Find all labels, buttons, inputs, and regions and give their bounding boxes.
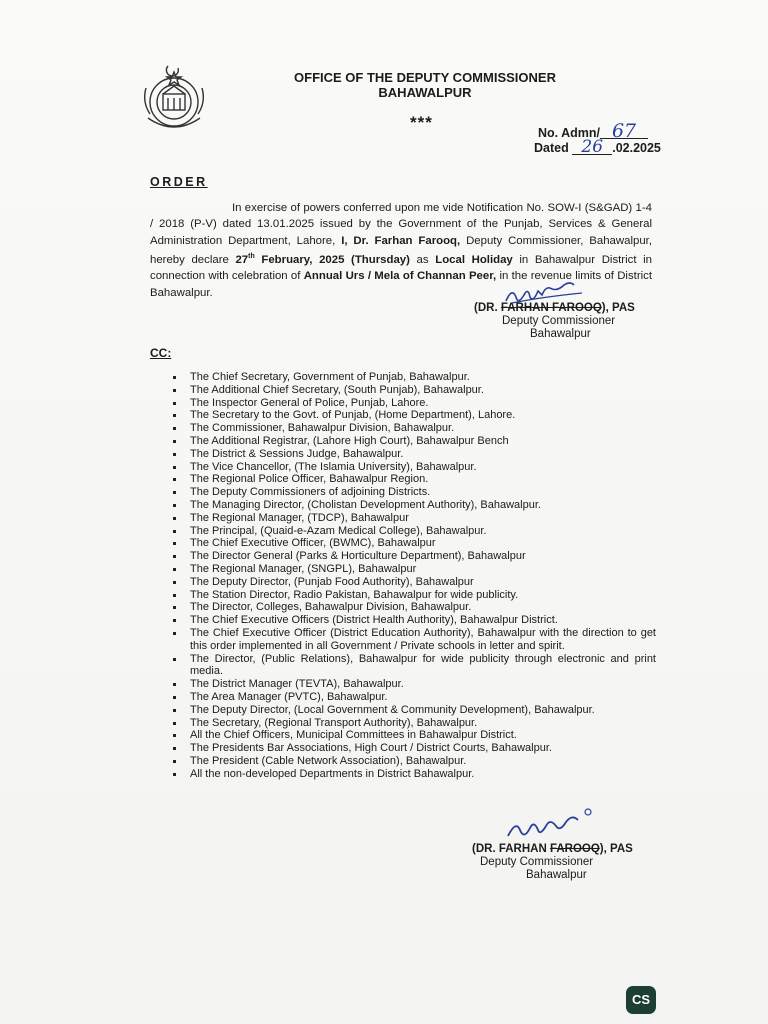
order-date-rest: February, 2025 (Thursday) <box>254 254 410 267</box>
list-item: The Area Manager (PVTC), Bahawalpur. <box>170 691 656 704</box>
dated-day: 26 <box>572 140 612 155</box>
signatory-name-close: ), PAS <box>599 843 633 855</box>
list-item: All the Chief Officers, Municipal Committees in Bahawalpur District. <box>170 729 656 742</box>
list-item: The Station Director, Radio Pakistan, Bahawalpur for wide publicity. <box>170 589 656 602</box>
admin-number-label: No. Admn/ <box>538 126 601 140</box>
dated-rest: .02.2025 <box>612 141 661 155</box>
list-item: The Principal, (Quaid-e-Azam Medical College), Bahawalpur. <box>170 525 656 538</box>
admin-number-value: 67 <box>600 124 648 139</box>
list-item: The Director General (Parks & Horticulture Department), Bahawalpur <box>170 550 656 563</box>
list-item: The District Manager (TEVTA), Bahawalpur. <box>170 678 656 691</box>
list-item: The Inspector General of Police, Punjab, Lahore. <box>170 397 656 410</box>
list-item: The Director, Colleges, Bahawalpur Division, Bahawalpur. <box>170 601 656 614</box>
list-item: The President (Cable Network Association), Bahawalpur. <box>170 755 656 768</box>
list-item: The Vice Chancellor, (The Islamia University), Bahawalpur. <box>170 461 656 474</box>
list-item: The Chief Secretary, Government of Punjab, Bahawalpur. <box>170 371 656 384</box>
signatory-name: FARHAN FAROOQ <box>500 302 602 314</box>
order-text-1: In exercise of powers conferred upon me vide Notification No. SOW-I (S&GAD) 1-4 / 2018 (P-V) dated 13.01.2025 issued by the Government of the Punjab, Services & General Administration Department, Lahore, <box>150 202 652 247</box>
list-item: The Chief Executive Officer (District Education Authority), Bahawalpur with the direction to get this order implemented in all Government / Private schools in letter and spirit. <box>170 627 656 653</box>
list-item: All the non-developed Departments in District Bahawalpur. <box>170 768 656 781</box>
government-emblem-icon <box>138 58 210 136</box>
list-item: The Presidents Bar Associations, High Court / District Courts, Bahawalpur. <box>170 742 656 755</box>
list-item: The Chief Executive Officer, (BWMC), Bahawalpur <box>170 537 656 550</box>
list-item: The Secretary to the Govt. of Punjab, (Home Department), Lahore. <box>170 409 656 422</box>
dated-line <box>534 137 661 157</box>
signatory-name-open: (DR. <box>474 302 501 314</box>
order-text-2: Deputy Commissioner, Bahawalpur, hereby declare <box>150 234 652 267</box>
office-title: OFFICE OF THE DEPUTY COMMISSIONER <box>294 70 556 85</box>
separator-stars: *** <box>410 113 433 132</box>
order-event: Annual Urs / Mela of Channan Peer, <box>303 270 497 283</box>
signatory-title: Deputy Commissioner <box>480 856 594 868</box>
list-item: The District & Sessions Judge, Bahawalpur. <box>170 448 656 461</box>
list-item: The Deputy Director, (Local Government & Community Development), Bahawalpur. <box>170 704 656 717</box>
list-item: The Regional Manager, (TDCP), Bahawalpur <box>170 512 656 525</box>
list-item: The Deputy Commissioners of adjoining Districts. <box>170 486 656 499</box>
order-name: I, Dr. Farhan Farooq, <box>341 234 461 247</box>
list-item: The Regional Police Officer, Bahawalpur Region. <box>170 473 656 486</box>
office-city: BAHAWALPUR <box>378 85 472 100</box>
list-item: The Additional Chief Secretary, (South Punjab), Bahawalpur. <box>170 384 656 397</box>
list-item: The Director, (Public Relations), Bahawalpur for wide publicity through electronic and print media. <box>170 653 656 679</box>
list-item: The Commissioner, Bahawalpur Division, Bahawalpur. <box>170 422 656 435</box>
order-date-day: 27 <box>235 254 249 267</box>
signatory-name-close: ), PAS <box>601 302 635 314</box>
office-heading <box>210 70 640 100</box>
list-item: The Regional Manager, (SNGPL), Bahawalpur <box>170 563 656 576</box>
list-item: The Managing Director, (Cholistan Development Authority), Bahawalpur. <box>170 499 656 512</box>
signatory-name: FAROOQ <box>549 843 600 855</box>
order-holiday: Local Holiday <box>435 254 513 267</box>
signatory-place: Bahawalpur <box>530 328 591 340</box>
list-item: The Secretary, (Regional Transport Authority), Bahawalpur. <box>170 717 656 730</box>
order-date-suffix: th <box>248 253 255 261</box>
handwritten-signature-icon <box>502 279 592 309</box>
signatory-title: Deputy Commissioner <box>502 315 616 327</box>
list-item: The Deputy Director, (Punjab Food Authority), Bahawalpur <box>170 576 656 589</box>
order-text-4: in Bahawalpur District in connection with celebration of <box>150 254 652 283</box>
list-item: The Chief Executive Officers (District Health Authority), Bahawalpur District. <box>170 614 656 627</box>
scanner-app-badge: CS <box>626 986 656 1014</box>
signature-block-1 <box>474 301 654 341</box>
order-text-3: as <box>409 254 436 267</box>
cc-heading: CC: <box>150 346 172 360</box>
list-item: The Additional Registrar, (Lahore High Court), Bahawalpur Bench <box>170 435 656 448</box>
order-text-5: in the revenue limits of District Bahawalpur. <box>150 270 652 299</box>
dated-label: Dated <box>534 141 569 155</box>
order-heading: ORDER <box>150 175 208 189</box>
handwritten-signature-icon <box>502 806 602 846</box>
signature-block-2 <box>472 842 656 882</box>
cc-list <box>170 371 656 781</box>
signatory-name-open: (DR. FARHAN <box>472 843 550 855</box>
signatory-place: Bahawalpur <box>526 869 587 881</box>
